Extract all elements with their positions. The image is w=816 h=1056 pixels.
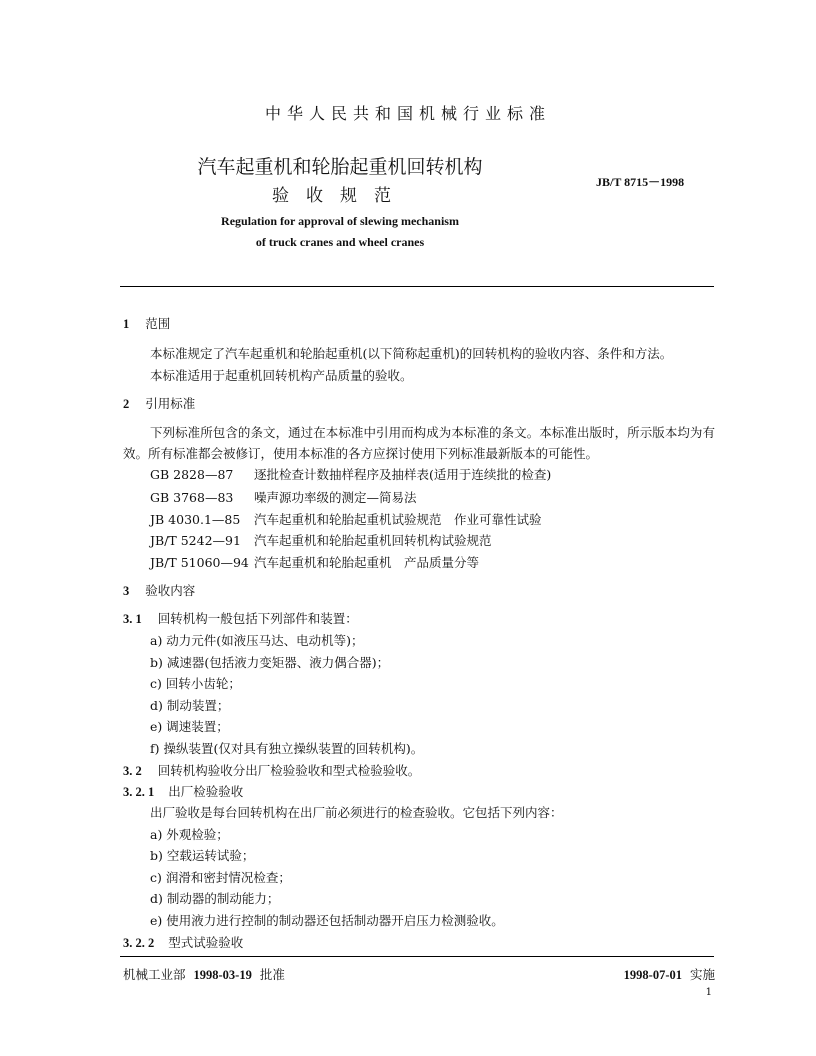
document-title-en-line2: of truck cranes and wheel cranes — [255, 235, 425, 249]
clause-3-1 — [123, 610, 358, 628]
section-title: 引用标准 — [145, 396, 196, 411]
reference-title: 汽车起重机和轮胎起重机 产品质量分等 — [254, 555, 480, 570]
reference-title: 逐批检查计数抽样程序及抽样表(适用于连续批的检查) — [254, 467, 552, 482]
approving-authority: 机械工业部 — [123, 967, 186, 982]
effective-word: 实施 — [689, 967, 715, 982]
paragraph: 出厂验收是每台回转机构在出厂前必须进行的检查验收。它包括下列内容： — [150, 805, 563, 820]
approval-word: 批准 — [259, 967, 285, 982]
reference-code: GB 2828—87 — [150, 467, 234, 482]
footer-divider — [120, 956, 714, 957]
section-title: 验收内容 — [145, 583, 196, 598]
list-item: c) 回转小齿轮； — [150, 676, 241, 691]
section-3-heading — [123, 582, 195, 600]
reference-item — [150, 489, 417, 507]
clause-title: 型式试验验收 — [168, 935, 244, 950]
reference-item — [150, 532, 492, 550]
document-title-en: Regulation for approval of slewing mechanism — [221, 214, 459, 228]
section-number: 2 — [123, 397, 130, 411]
clause-title: 出厂检验验收 — [168, 784, 244, 799]
page-number: 1 — [705, 987, 712, 998]
list-item: e) 调速装置； — [150, 719, 229, 734]
list-item: c) 润滑和密封情况检查； — [150, 870, 291, 885]
clause-number: 3. 2. 1 — [123, 785, 155, 799]
reference-title: 汽车起重机和轮胎起重机回转机构试验规范 — [254, 533, 492, 548]
clause-number: 3. 1 — [123, 612, 142, 626]
list-item: b) 空载运转试验； — [150, 848, 255, 863]
section-2-heading — [123, 395, 195, 413]
clause-text: 回转机构一般包括下列部件和装置： — [157, 611, 358, 626]
list-item: a) 动力元件(如液压马达、电动机等)； — [150, 633, 364, 648]
list-item: a) 外观检验； — [150, 827, 229, 842]
reference-item — [150, 511, 542, 529]
section-number: 1 — [123, 317, 130, 331]
paragraph: 本标准适用于起重机回转机构产品质量的验收。 — [150, 368, 413, 383]
reference-code: JB/T 5242—91 — [150, 533, 241, 548]
clause-3-2-1 — [123, 783, 243, 801]
section-title: 范围 — [145, 316, 171, 331]
document-title-cn-line2: 验收规范 — [272, 186, 408, 206]
paragraph: 下列标准所包含的条文，通过在本标准中引用而构成为本标准的条文。本标准出版时，所示版本均为有效。所有标准都会被修订，使用本标准的各方应探讨使用下列标准最新版本的可能性。 — [123, 425, 715, 461]
approval-line — [123, 965, 285, 983]
clause-3-2 — [123, 762, 420, 780]
section-number: 3 — [123, 584, 130, 598]
reference-code: JB/T 51060—94 — [150, 555, 249, 570]
list-item: d) 制动器的制动能力； — [150, 891, 280, 906]
effective-line — [624, 965, 715, 983]
header-divider — [120, 286, 714, 287]
approval-date: 1998-03-19 — [193, 968, 252, 982]
effective-date: 1998-07-01 — [623, 968, 682, 982]
list-item: f) 操纵装置(仅对具有独立操纵装置的回转机构)。 — [150, 741, 424, 756]
clause-number: 3. 2. 2 — [123, 936, 155, 950]
standard-number: JB/T 8715－1998 — [596, 175, 685, 189]
list-item: b) 减速器(包括液力变矩器、液力偶合器)； — [150, 655, 390, 670]
reference-title: 噪声源功率级的测定—简易法 — [254, 490, 417, 505]
reference-item — [150, 554, 479, 572]
list-item: e) 使用液力进行控制的制动器还包括制动器开启压力检测验收。 — [150, 913, 504, 928]
reference-code: JB 4030.1—85 — [150, 512, 241, 527]
reference-title: 汽车起重机和轮胎起重机试验规范 作业可靠性试验 — [254, 512, 542, 527]
clause-3-2-2 — [123, 934, 243, 952]
list-item: d) 制动装置； — [150, 698, 230, 713]
reference-code: GB 3768—83 — [150, 490, 234, 505]
section-1-heading — [123, 315, 170, 333]
standard-category-header: 中华人民共和国机械行业标准 — [264, 104, 551, 123]
clause-text: 回转机构验收分出厂检验验收和型式检验验收。 — [157, 763, 421, 778]
reference-item — [150, 466, 551, 484]
paragraph: 本标准规定了汽车起重机和轮胎起重机(以下简称起重机)的回转机构的验收内容、条件和方法。 — [150, 346, 673, 361]
document-title-cn: 汽车起重机和轮胎起重机回转机构 — [197, 156, 483, 178]
clause-number: 3. 2 — [123, 764, 142, 778]
